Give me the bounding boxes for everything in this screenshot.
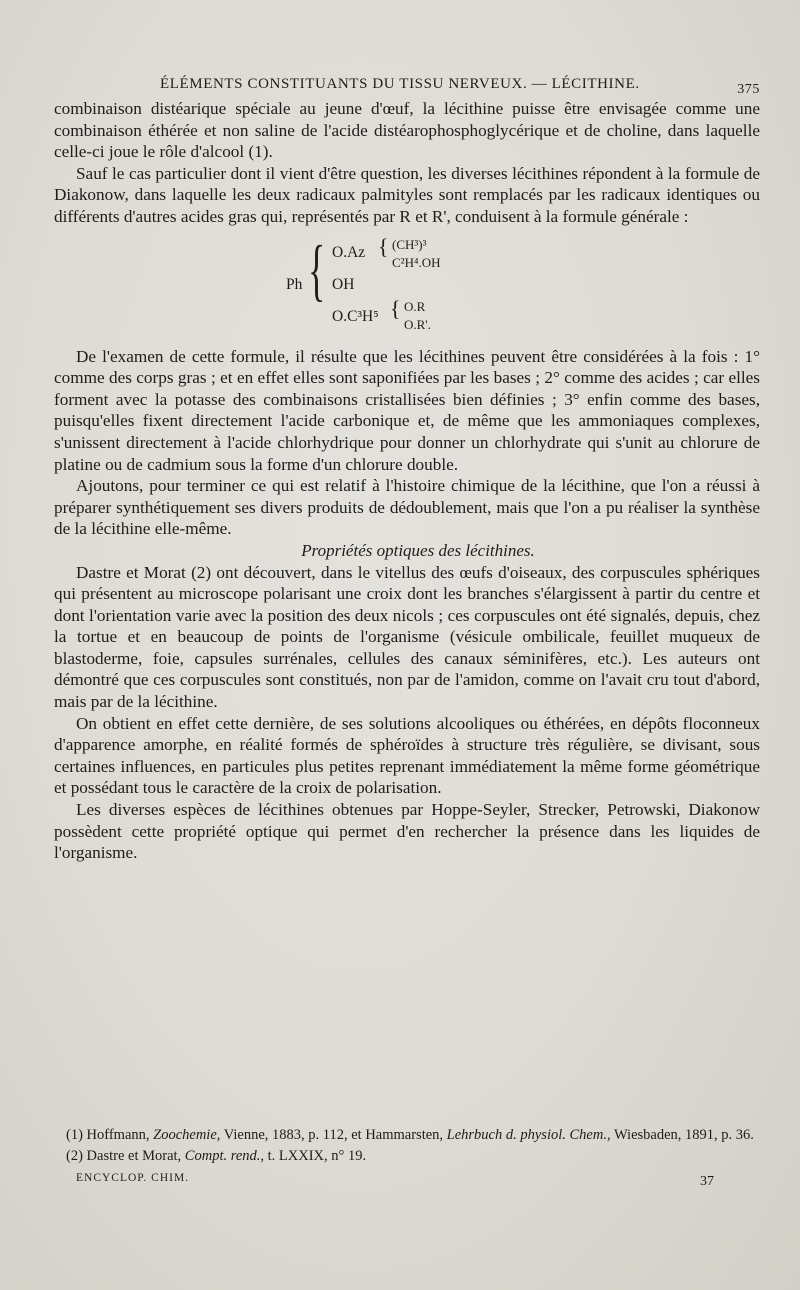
section-title: Propriétés optiques des lécithines. — [301, 540, 535, 560]
paragraph-3: De l'examen de cette formule, il résulte que les lécithines peuvent être considérées à la fois : 1° comme des corps gras ; et en effet elles sont saponifiées par les bases ; 2° comme des acides ; car elles forment avec la potasse des combinaisons cristallisées bien définies ; 3° enfin comme des bases, puisqu'elles fixent directement l'acide carbonique et, de même que les ammoniaques complexes, s'unissent directement à l'acide chlorhydrique pour donner un chlorhydrate qui s'unit au chlorure de platine ou de cadmium sous la forme d'un chlorure double. — [54, 346, 760, 474]
main-text — [54, 98, 760, 864]
formula-ph: Ph — [286, 275, 303, 293]
footnotes — [48, 1126, 758, 1168]
footnote-2-ref: t. LXXIX, n° 19. — [267, 1148, 367, 1164]
lecithin-formula — [54, 231, 760, 338]
formula-oc3h5: O.C³H⁵ — [332, 307, 379, 325]
formula-oaz: O.Az — [332, 243, 366, 261]
paragraph-6: On obtient en effet cette dernière, de ses solutions alcooliques ou éthérées, en dépôts floconneux d'apparence amorphe, en réalité formés de sphéroïdes à structure très régulière, se divisant, sous certaines influences, en particules plus petites reprenant immédiatement la même forme géométrique et possédant tous le caractère de la croix de polarisation. — [54, 713, 760, 798]
paragraph-5: Dastre et Morat (2) ont découvert, dans le vitellus des œufs d'oiseaux, des corpuscules sphériques qui présentent au microscope polarisant une croix dont les branches s'élargissent à partir du centre et dont l'orientation varie avec la position des deux nicols ; ces corpuscules ont été signalés, depuis, chez la tortue et en beaucoup de points de l'organisme (vésicule ombilicale, feuillet muqueux de blastoderme, foie, capsules surrénales, cellules des canaux séminifères, etc.). Les auteurs ont démontré que ces corpuscules sont constitués, non par de l'amidon, comme on l'avait cru tout d'abord, mais par de la lécithine. — [54, 562, 760, 712]
formula-brace-1: { — [378, 233, 389, 259]
formula-or: O.R — [404, 298, 426, 314]
footnote-2 — [48, 1147, 758, 1166]
footnote-1-ref: Vienne, 1883, p. 112, et Hammarsten, — [223, 1127, 444, 1143]
formula-oh: OH — [332, 275, 355, 293]
paragraph-2: Sauf le cas particulier dont il vient d'être question, les diverses lécithines répondent à la formule de Diakonow, dans laquelle les deux radicaux palmityles sont remplacés par les radicaux identiques ou différents d'autres acides gras qui, représentés par R et R', conduisent à la formule générale : — [54, 163, 760, 226]
running-title: ÉLÉMENTS CONSTITUANTS DU TISSU NERVEUX. — LÉCITHINE. — [160, 76, 640, 92]
signature-label: ENCYCLOP. CHIM. — [76, 1172, 190, 1184]
page-number: 375 — [737, 82, 760, 97]
footnote-2-author: Dastre et Morat, — [86, 1148, 182, 1164]
footnote-1-place: Wiesbaden, 1891, p. 36. — [613, 1127, 754, 1143]
formula-c2h4: C²H⁴.OH — [392, 254, 441, 270]
footnote-1-number: (1) — [66, 1127, 83, 1143]
paragraph-4: Ajoutons, pour terminer ce qui est relatif à l'histoire chimique de la lécithine, que l'on a réussi à préparer synthétiquement ses divers produits de dédoublement, mais que l'on a pu réaliser la synthèse de la lécithine elle-même. — [54, 476, 760, 539]
formula-main-brace: { — [308, 231, 326, 308]
footnote-1-work: Zoochemie, — [153, 1127, 221, 1143]
signature-number: 37 — [700, 1174, 714, 1189]
formula-brace-2: { — [390, 295, 401, 321]
footnote-1-author: Hoffmann, — [86, 1127, 150, 1143]
formula-orp: O.R'. — [404, 316, 431, 332]
footnote-2-work: Compt. rend., — [184, 1148, 265, 1164]
footnote-2-number: (2) — [66, 1148, 83, 1164]
footnote-1-work-2: Lehrbuch d. physiol. Chem., — [446, 1127, 611, 1143]
paragraph-1: combinaison distéarique spéciale au jeune d'œuf, la lécithine puisse être envisagée comme une combinaison éthérée et non saline de l'acide distéarophosphoglycérique et de choline, dans laquelle celle-ci joue le rôle d'alcool (1). — [54, 99, 760, 162]
footnote-1 — [48, 1126, 758, 1145]
paragraph-7: Les diverses espèces de lécithines obtenues par Hoppe-Seyler, Strecker, Petrowski, Diakonow possèdent cette propriété optique qui permet d'en rechercher la présence dans les liquides de l'organisme. — [54, 800, 760, 863]
formula-ch3: (CH³)³ — [392, 236, 427, 252]
